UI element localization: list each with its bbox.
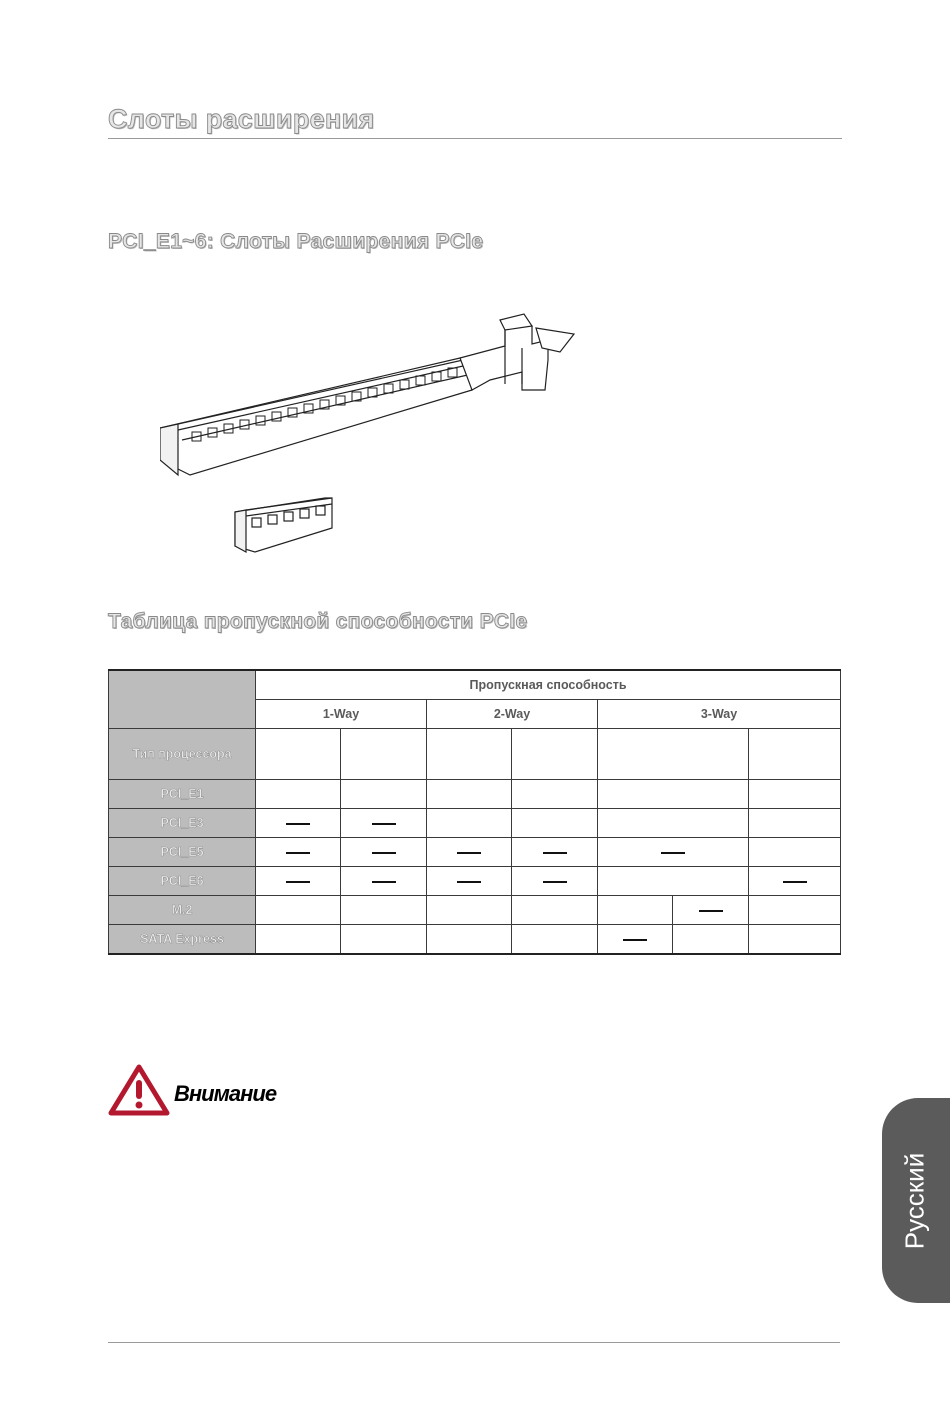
dash-mark — [372, 852, 396, 854]
footer-divider — [108, 1342, 840, 1343]
language-tab-label: Русский — [899, 1152, 930, 1249]
dash-mark — [286, 823, 310, 825]
row-label: M.2 — [109, 896, 256, 925]
row-label: PCI_E6 — [109, 867, 256, 896]
dash-mark — [286, 881, 310, 883]
dash-mark — [543, 881, 567, 883]
dash-mark — [699, 910, 723, 912]
table-cell — [749, 729, 841, 780]
table-corner-cell — [109, 670, 256, 729]
caution-label: Внимание — [174, 1081, 277, 1106]
table-row — [109, 780, 841, 809]
dash-mark — [457, 852, 481, 854]
pcie-bandwidth-table — [108, 669, 841, 955]
section-bandwidth-table-heading: Таблица пропускной способности PCIe — [108, 610, 528, 633]
table-row — [109, 925, 841, 955]
section-pcie-slots-heading: PCI_E1~6: Слоты Расширения PCIe — [108, 230, 484, 253]
row-label: PCI_E1 — [109, 780, 256, 809]
table-cell — [256, 729, 341, 780]
dash-mark — [661, 852, 685, 854]
dash-mark — [543, 852, 567, 854]
table-cell — [598, 729, 749, 780]
dash-mark — [372, 881, 396, 883]
table-cell — [341, 729, 427, 780]
bandwidth-header: Пропускная способность — [256, 670, 841, 700]
table-row — [109, 838, 841, 867]
mode-3way-header: 3-Way — [598, 700, 841, 729]
dash-mark — [623, 939, 647, 941]
pcie-x1-slot-drawing — [235, 498, 332, 552]
table-row — [109, 809, 841, 838]
dash-mark — [457, 881, 481, 883]
dash-mark — [286, 852, 310, 854]
mode-2way-header: 2-Way — [427, 700, 598, 729]
table-row — [109, 896, 841, 925]
row-label: PCI_E5 — [109, 838, 256, 867]
row-label: SATA Express — [109, 925, 256, 955]
dash-mark — [783, 881, 807, 883]
page-title: Слоты расширения — [108, 104, 375, 134]
pcie-slots-illustration — [160, 300, 590, 570]
language-tab — [882, 1098, 950, 1303]
row-label: PCI_E3 — [109, 809, 256, 838]
table-cell — [512, 729, 598, 780]
dash-mark — [372, 823, 396, 825]
table-cell — [427, 729, 512, 780]
table-row — [109, 867, 841, 896]
title-divider — [108, 138, 842, 139]
cpu-type-label: Тип процессора — [109, 729, 256, 780]
warning-icon — [108, 1064, 170, 1116]
mode-1way-header: 1-Way — [256, 700, 427, 729]
pcie-x16-slot-drawing — [160, 314, 574, 475]
